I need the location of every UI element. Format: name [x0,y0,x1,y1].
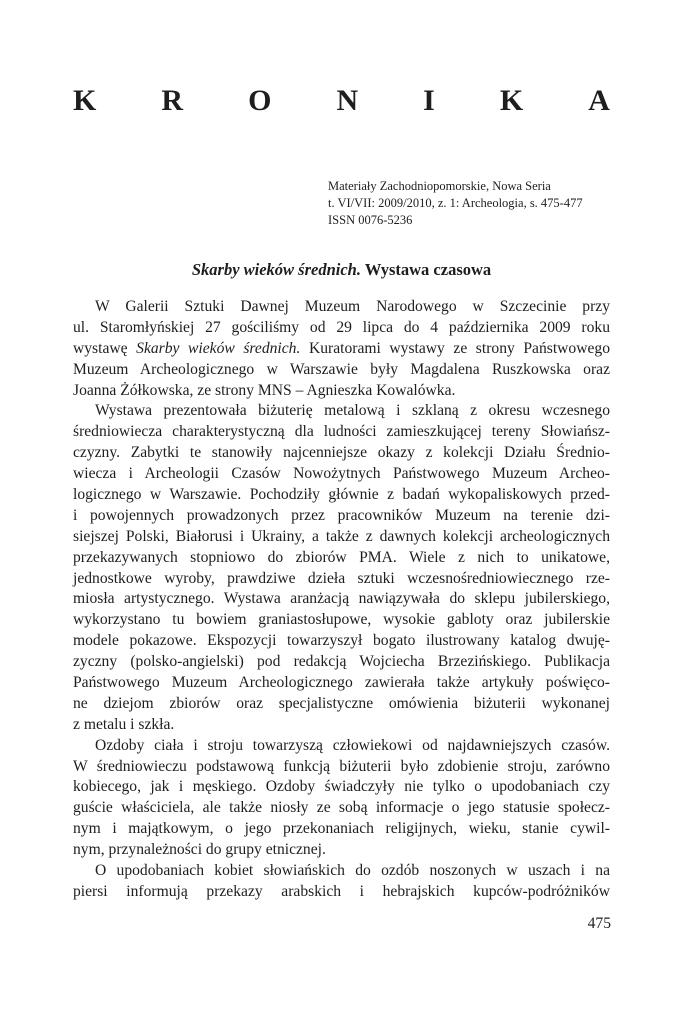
heading-letter: A [588,84,610,117]
text-line: O upodobaniach kobiet słowiańskich do ozdób noszonych w uszach i na [95,862,610,880]
italic-title-reference: Skarby wieków średnich. [136,339,301,357]
page-number: 475 [587,915,611,932]
heading-letter: R [161,84,184,117]
text-line: W średniowieczu podstawową funkcją biżuterii było zdobienie stroju, zarówno [73,757,610,775]
text-line: wykorzystano tu bowiem graniastosłupowe, wysokie gabloty oraz jubilerskie [73,611,610,629]
citation-volume: t. VI/VII: 2009/2010, z. 1: Archeologia, s. 475-477 [328,196,583,210]
text-line: wiecza i Archeologii Czasów Nowożytnych Państwowego Muzeum Archeo- [73,465,610,483]
text-line: jednostkowe wyroby, prawdziwe dzieła sztuki wczesnośredniowiecznego rze- [73,569,610,587]
paragraph [73,861,610,903]
text-line: czyzny. Zabytki te stanowiły najcenniejsze okazy z kolekcji Działu Średnio- [73,444,610,462]
text-line: modele pokazowe. Ekspozycji towarzyszył bogato ilustrowany katalog dwuję- [73,632,610,650]
text-line: nym, przynależności do grupy etnicznej. [73,841,326,859]
article-body [73,297,610,903]
text-line: Państwowego Muzeum Archeologicznego zawierała także artykuły poświęco- [73,674,610,692]
article-title-regular: Wystawa czasowa [361,260,492,279]
heading-letter: N [336,84,359,117]
article-title-italic: Skarby wieków średnich. [191,260,361,279]
text-line: średniowiecza charakterystyczną dla ludności zamieszkującej tereny Słowiańsz- [73,423,610,441]
text-line: logicznego w Warszawie. Pochodziły głównie z badań wykopaliskowych przed- [73,486,610,504]
article-title [73,259,610,281]
text-line: Joanna Żółkowska, ze strony MNS – Agnieszka Kowalówka. [73,381,456,399]
heading-letter: O [248,84,272,117]
citation-issn: ISSN 0076-5236 [328,213,413,227]
citation-journal: Materiały Zachodniopomorskie, Nowa Seria [328,179,551,193]
paragraph [73,297,610,401]
text-line: W Galerii Sztuki Dawnej Muzeum Narodowego w Szczecinie przy [95,298,610,315]
text-line: kobiecego, jak i męskiego. Ozdoby świadczyły nie tylko o upodobaniach czy [73,778,610,796]
text-line: ne dziejom zbiorów oraz specjalistyczne omówienia biżuterii wykonanej [73,694,610,712]
text-line: zyczny (polsko-angielski) pod redakcją Wojciecha Brzezińskiego. Publikacja [73,653,610,671]
heading-letter: K [499,84,524,117]
text-line: Muzeum Archeologicznego w Warszawie były Magdalena Ruszkowska oraz [73,360,610,378]
heading-letter: K [73,84,97,117]
text-line: Ozdoby ciała i stroju towarzyszą człowiekowi od najdawniejszych czasów. [95,736,610,754]
section-heading [73,83,610,119]
text-line: przekazywanych stopniowo do zbiorów PMA. Wiele z nich to unikatowe, [73,548,610,566]
heading-letter: I [423,84,435,117]
citation-block [328,178,618,229]
text-line: piersi informują przekazy arabskich i hebrajskich kupców-podróżników [73,882,610,900]
text-line: guście właściciela, ale także niosły ze sobą informacje o jego statusie społecz- [73,799,610,817]
text-line: i powojennych prowadzonych przez pracowników Muzeum na terenie dzi- [73,506,610,524]
text-line: wystawę Skarby wieków średnich. Kuratorami wystawy ze strony Państwowego [73,339,610,357]
text-line: ul. Staromłyńskiej 27 gościliśmy od 29 lipca do 4 października 2009 roku [73,318,610,336]
text-line: siejszej Polski, Białorusi i Ukrainy, a także z dawnych kolekcji archeologicznych [73,527,610,545]
paragraph [73,736,610,861]
text-line: z metalu i szkła. [73,715,175,733]
text-line: Wystawa prezentowała biżuterię metalową i szklaną z okresu wczesnego [95,402,610,420]
text-line: nym i majątkowym, o jego przekonaniach religijnych, wieku, stanie cywil- [73,820,610,838]
paragraph [73,401,610,735]
text-line: miosła artystycznego. Wystawa aranżacją nawiązywała do sklepu jubilerskiego, [73,590,610,608]
